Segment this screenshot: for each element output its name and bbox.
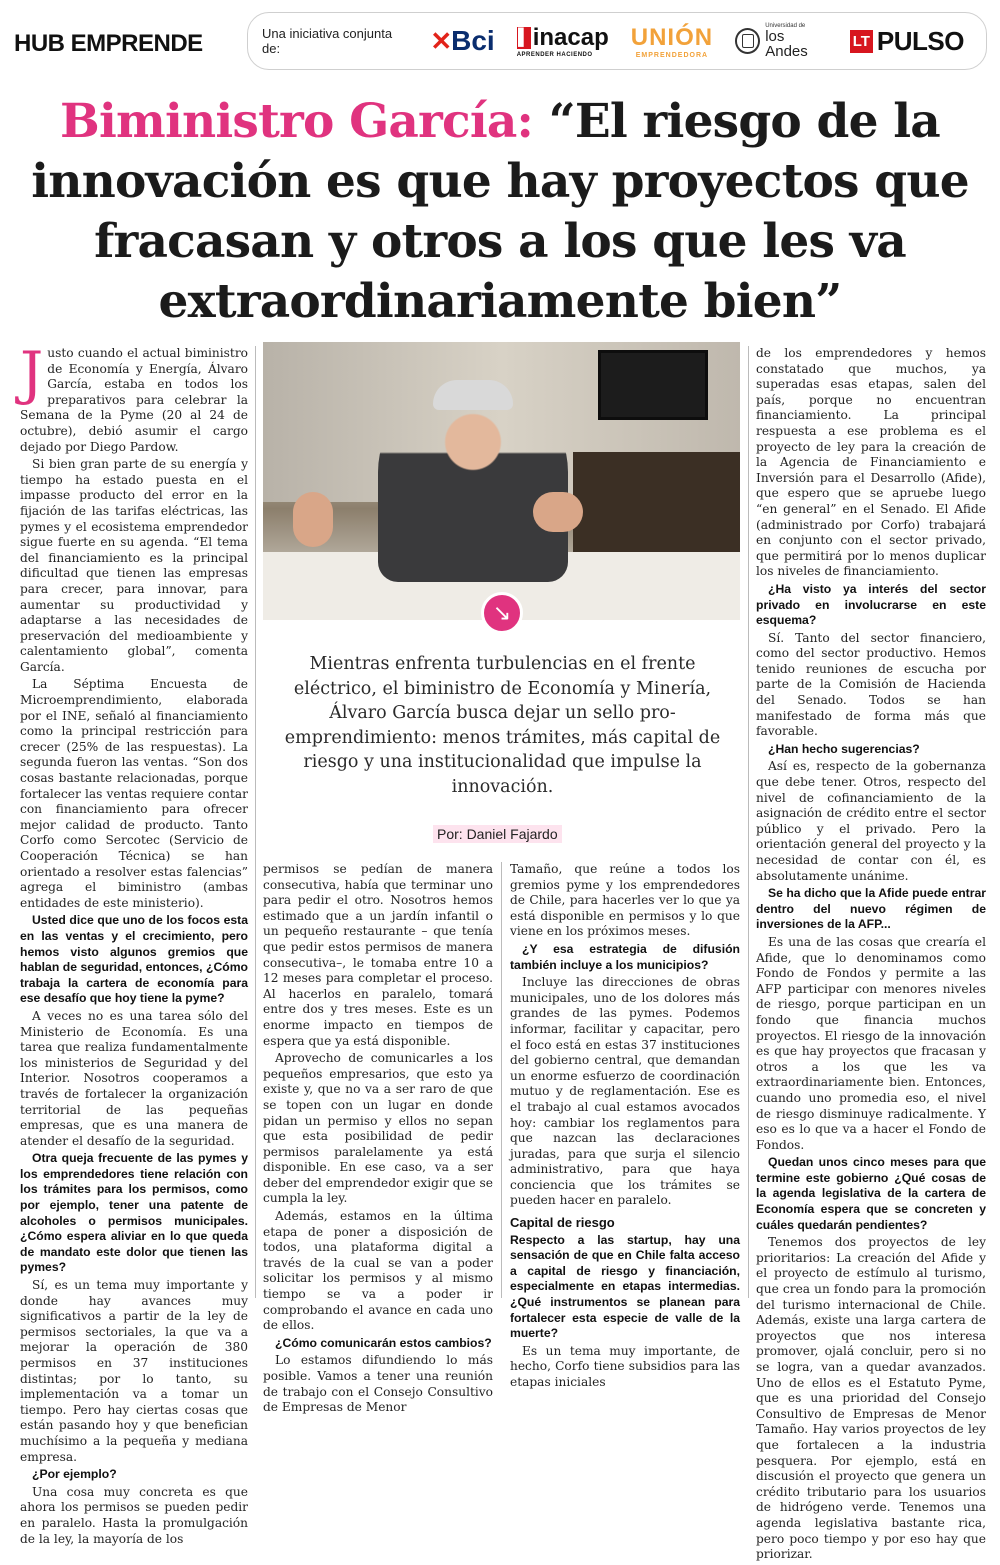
initiative-label: Una iniciativa conjunta de: (262, 26, 393, 56)
university-seal-icon (735, 28, 760, 54)
sponsor-bar (247, 12, 987, 70)
page-header (0, 0, 1000, 78)
column-divider (501, 862, 502, 1298)
paragraph: Tenemos dos proyectos de ley prioritarios: La creación del Afide y el proyecto de estímulo al turismo, que crea un fondo para la promoción del turismo internacional de Chile. Además, existe una larga cartera de proyectos que nos interesa promover, ojalá concluir, pero si no se logra, van a quedar avanzados. Uno de ellos es el Estatuto Pyme, que es una prioridad del Consejo Consultivo de Empresas de Menor Tamaño. Hay varios proyectos de ley que fortalecen a la industria pesquera. Por ejemplo, está en discusión el proyecto que genera un crédito tributario para los usuarios de hidrógeno verde. Tenemos una agenda legislativa bastante rica, pero poco tiempo y por eso hay que priorizar. (756, 1235, 986, 1562)
drop-cap: J (20, 339, 44, 407)
paragraph: Incluye las direcciones de obras municipales, uno de los dolores más grandes de las pymes. Podemos informar, facilitar y capacitar, pero el foco está en estas 37 instituciones del gobierno central, que demandan un enorme esfuerzo de coordinación mutuo y de reglamentación. Ese es el trabajo al cual estamos avocados hoy: cambiar los reglamentos para que nazcan las declaraciones juradas, para que surja el silencio administrativo, para que haya conciencia que los trámites se pueden hacer en paralelo. (510, 975, 740, 1208)
interviewee-figure (378, 382, 568, 582)
article-photo (263, 342, 740, 620)
interview-question: ¿Y esa estrategia de difusión también incluye a los municipios? (510, 941, 740, 972)
paragraph: Así es, respecto de la gobernanza que debe tener. Otros, respecto del nivel de cofinanciamiento de la asignación de crédito entre el sector público y el privado. Pero la orientación general del proyecto y la necesidad de contar con él, es absolutamente unánime. (756, 759, 986, 883)
paragraph: permisos se pedían de manera consecutiva, había que terminar uno para pedir el otro. Nosotros hemos estimado que a un jardín infantil o un pequeño restaurante – que tenía que pedir estos permisos de manera consecutiva–, le tomaba entre 10 a 12 meses para completar el proceso. Al hacerlos en paralelo, tomará entre dos y tres meses. Este es un enorme impacto en tiempos de espera que ya está disponible. (263, 862, 493, 1048)
interview-question: ¿Ha visto ya interés del sector privado en involucrarse en este esquema? (756, 581, 986, 628)
bci-logo: ✕ Bci (430, 25, 495, 56)
interview-question: ¿Por ejemplo? (32, 1467, 117, 1482)
union-emprendedora-logo: UNIÓN EMPRENDEDORA (630, 23, 714, 59)
pulso-logo: LT PULSO (850, 26, 964, 57)
paragraph: La Séptima Encuesta de Microemprendimiento, elaborada por el INE, señaló al financiamiento como la principal restricción para crecer (25% de las respuestas). La segunda fueron las ventas. “Son dos cosas bastante relacionadas, porque fortalecer las ventas requiere contar con financiamiento para ofrecer mejor calidad de producto. Tanto Corfo como Sercotec (Servicio de Cooperación Técnica) se han orientado a resolver estas falencias” agrega el biministro (ambas entidades de este ministerio). (20, 677, 248, 910)
paragraph: Tamaño, que reúne a todos los gremios pyme y los emprendedores de Chile, para hacerles ver lo que ya está disponible en permisos y lo que viene en los próximos meses. (510, 862, 740, 939)
column-divider (748, 346, 749, 1298)
paragraph: Sí, es un tema muy importante y donde hay avances muy significativos a partir de la ley de permisos sectoriales, la que va a mejorar la operación de 380 permisos en 37 instituciones distintas; por lo tanto, su implementación va a tomar un tiempo. Pero hay ciertas cosas que están pasando hoy y que benefician muchísimo a la pequeña y mediana empresa. (20, 1278, 248, 1464)
headline-name: Biministro García: (60, 94, 534, 149)
headline-quote: “El riesgo de la innovación es que hay proyectos que fracasan y otros a los que les va extraordinariamente bien” (31, 94, 969, 329)
standfirst: Mientras enfrenta turbulencias en el frente eléctrico, el biministro de Economía y Minería, Álvaro García busca dejar un sello pro-emprendimiento: menos trámites, más capital de riesgo y una institucionalidad que impulse la innovación. (284, 654, 721, 797)
uandes-logo: Universidad de los Andes (735, 23, 828, 59)
paragraph: Una cosa muy concreta es que ahora los permisos se pueden pedir en paralelo. Hasta la promulgación de la ley, la mayoría de los (20, 1484, 248, 1546)
column-divider (255, 346, 256, 1298)
article-column-4 (756, 346, 986, 1565)
interview-question: ¿Cómo comunicarán estos cambios? (275, 1335, 492, 1350)
bci-mark-icon: ✕ (430, 25, 450, 56)
subheading: Capital de riesgo (510, 1215, 615, 1231)
paragraph: Aprovecho de comunicarles a los pequeños empresarios, que esto ya existe y, que no va a ser raro de que se topen con un lugar en donde pidan un permiso y ellos no sepan que esta posibilidad de pedir permisos paralelamente ya está disponible. En ese caso, va a ser deber del emprendedor exigir que se cumpla la ley. (263, 1051, 493, 1206)
interview-question: ¿Han hecho sugerencias? (768, 741, 920, 756)
interview-question: Respecto a las startup, hay una sensación de que en Chile falta acceso a capital de riesgo y financiación, especialmente en etapas intermedias. ¿Qué instrumentos se planean para fortalecer esta especie de valle de la muerte? (510, 1232, 740, 1341)
interview-question: Usted dice que uno de los focos esta en las ventas y el crecimiento, pero hemos visto algunos gremios que hablan de seguridad, entonces, ¿Cómo trabaja la cartera de economía para ese desafío que hoy tiene la pyme? (20, 913, 248, 1006)
byline: Por: Daniel Fajardo (433, 825, 562, 843)
paragraph: Sí. Tanto del sector financiero, como del sector productivo. Hemos tenido reuniones de escucha por parte de la Comisión de Hacienda del Senado. Todos se han manifestado de forma más que favorable. (756, 630, 986, 739)
paragraph: A veces no es una tarea sólo del Ministerio de Economía. Es una tarea que realiza fundamentalmente los ministerios de Seguridad y del Interior. Nosotros cooperamos a través de fortalecer la organización territorial de las pequeñas empresas, que es una manera de atender el desafío de la seguridad. (20, 1008, 248, 1148)
paragraph: Es un tema muy importante, de hecho, Corfo tiene subsidios para las etapas iniciales (510, 1343, 740, 1389)
interview-question: Otra queja frecuente de las pymes y los emprendedores tiene relación con los trámites para los permisos, como por ejemplo, tener una patente de alcoholes o permisos municipales. ¿Cómo espera aliviar en lo que queda de mandato este dolor que tienen las pymes? (20, 1151, 248, 1275)
arrow-down-right-icon: ↘ (481, 592, 523, 634)
wall-screen (598, 350, 708, 420)
paragraph: Es una de las cosas que crearía el Afide, que lo denominamos como Fondo de Fondos y permite a las AFP participar con menores niveles de riesgo, porque participan en un fondo que financia muchos proyectos. El riesgo de la innovación es que hay proyectos que fracasan y otros a los que les va extraordinariamente bien. Entonces, cuando uno promedia eso, el nivel de riesgo disminuye radicalmente. Y eso es lo que va a hacer el Fondo de Fondos. (756, 934, 986, 1152)
interview-question: Se ha dicho que la Afide puede entrar dentro del nuevo régimen de inversiones de la AFP... (756, 886, 986, 932)
section-title: HUB EMPRENDE (14, 30, 203, 57)
interview-question: Quedan unos cinco meses para que termine este gobierno ¿Qué cosas de la agenda legislativa de la cartera de Economía espera que se concreten y cuáles quedarán pendientes? (756, 1155, 986, 1232)
inacap-logo: ▌ inacap APRENDER HACIENDO (516, 24, 609, 58)
inacap-mark-icon: ▌ (517, 27, 531, 49)
paragraph: Si bien gran parte de su energía y tiempo ha estado puesta en el impasse producto del error en la fijación de las tarifas eléctricas, las pymes y el ecosistema emprendedor sigue fuerte en su agenda. “El tema del financiamiento es la principal dificultad que tienen las empresas para crecer, para innovar, para aumentar su productividad y adaptarse a las necesidades de preservación del medioambiente y calentamiento global”, comenta García. (20, 457, 248, 674)
article-column-1 (20, 339, 248, 1549)
paragraph: Además, estamos en la última etapa de poner a disposición de todos, una plataforma digital a través de la cual se van a poder solicitar los permisos y al mismo tiempo se va a poder ir comprobando el avance en cada uno de ellos. (263, 1209, 493, 1333)
article-column-2 (263, 862, 493, 1418)
paragraph: Lo estamos difundiendo lo más posible. Vamos a tener una reunión de trabajo con el Consejo Consultivo de Empresas de Menor (263, 1353, 493, 1415)
lead-paragraph: Justo cuando el actual biministro de Economía y Energía, Álvaro García, estaba en todos los preparativos para celebrar la Semana de la Pyme (20 al 24 de octubre), debió asumir el cargo dejado por Diego Pardow. (20, 339, 248, 454)
article-column-3 (510, 862, 740, 1393)
paragraph: de los emprendedores y hemos constatado que muchos, ya superadas esas etapas, salen del país, porque no encuentran financiamiento. La principal respuesta a ese problema es el proyecto de ley para la creación de la Agencia de Financiamiento e Inversión para el Desarrollo (Afide), que espero que se apruebe luego “en general” en el Senado. El Afide (administrado por Corfo) trabajará en conjunto con el sector privado, que permitirá por lo menos duplicar los niveles de financiamiento. (756, 346, 986, 579)
article-headline (20, 92, 980, 332)
